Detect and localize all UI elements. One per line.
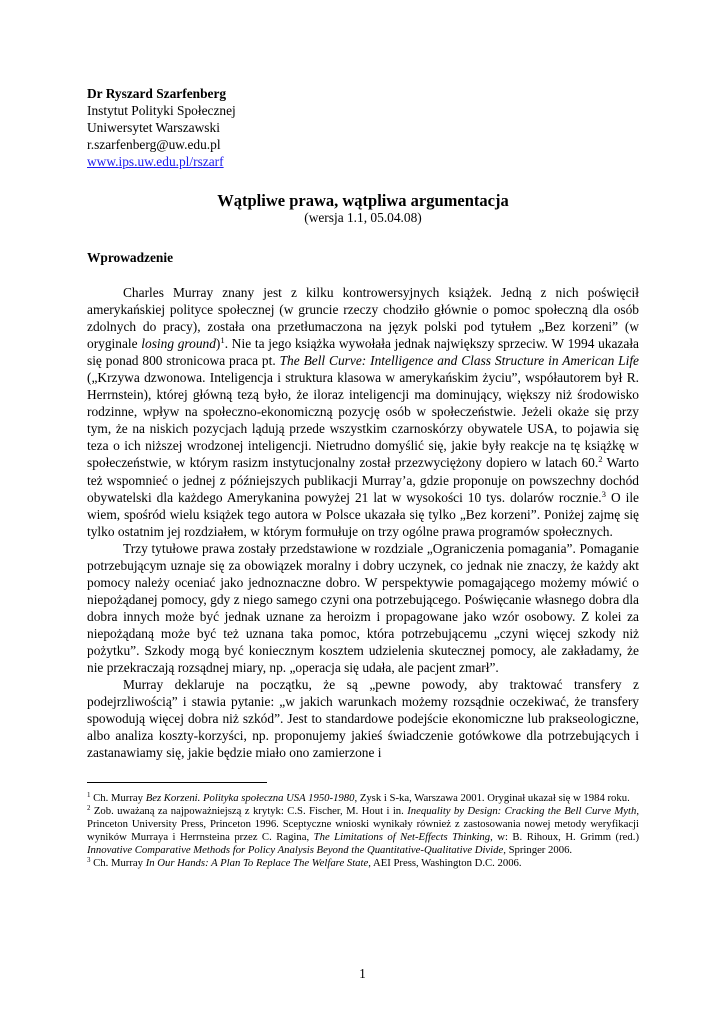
footnote-ref-3: 3: [601, 488, 607, 499]
paragraph-1: Charles Murray znany jest z kilku kontrowersyjnych książek. Jedną z nich poświęcił amerykańskiej polityce społecznej (w gruncie rzeczy chodziło głównie o pomoc społeczną dla osób zdolnych do pracy), została ona przetłumaczona na język polski pod tytułem „Bez korzeni” (w oryginale losing ground)$^1$. Nie ta jego książka wywołała jednak największy sprzeciw. W 1994 ukazała się ponad 800 stronicowa praca pt. The Bell Curve: Intelligence and Class Structure in American Life („Krzywa dzwonowa. Inteligencja i struktura klasowa w amerykańskim życiu”, współautorem był R. Herrnstein), której główną tezą było, że iloraz inteligencji ma dominujący, większy niż środowisko rodzinne, wpływ na społeczno-ekonomiczną pozycję osób w społeczeństwie. Jeżeli okaże się przy tym, że na niskich pozycjach lądują przede wszystkim czarnoskórzy obywatele USA, to pojawia się teza o ich niższej wrodzonej inteligencji. Nietrudno domyślić się, jakie były reakcje na tę książkę w społeczeństwie, w którym rasizm instytucjonalny został przezwyciężony dopiero w latach 60.$^2$ Warto też wspomnieć o jednej z późniejszych publikacji Murray’a, gdzie proponuje on powszechny dochód obywatelski dla każdego Amerykanina powyżej 21 lat w wysokości 10 tys. dolarów rocznie.$^3$ O ile wiem, spośród wielu książek tego autora w Polsce ukazała się tylko „Bez korzeni”. Poniżej zajmę się tylko ostatnim jej rozdziałem, w którym formułuje on trzy ogólne prawa programów społecznych.: [87, 285, 639, 539]
author-university: Uniwersytet Warszawski: [87, 120, 220, 135]
body-text: [87, 284, 639, 761]
footnote-ref-2: 2: [598, 454, 603, 465]
document-version: (wersja 1.1, 05.04.08): [304, 210, 422, 225]
footnote-2: $^2$ Zob. uważaną za najpoważniejszą z krytyk: C.S. Fischer, M. Hout i in. Inequality by Design: Cracking the Bell Curve Myth, Princeton University Press, Princeton 1996. Sceptyczne wnioski wynikały również z zastosowania nowej metody weryfikacji wyników Murraya i Herrnsteina przez C. Ragina, The Limitations of Net-Effects Thinking, w: B. Rihoux, H. Grimm (red.) Innovative Comparative Methods for Policy Analysis Beyond the Quantitative-Qualitative Divide, Springer 2006.: [87, 804, 640, 857]
footnotes: [87, 792, 639, 870]
footnote-1: $^1$ Ch. Murray Bez Korzeni. Polityka społeczna USA 1950-1980, Zysk i S-ka, Warszawa 2001. Oryginał ukazał się w 1984 roku.: [87, 791, 630, 805]
author-name: Dr Ryszard Szarfenberg: [87, 86, 227, 101]
page-number: 1: [359, 966, 366, 981]
document-title: Wątpliwe prawa, wątpliwa argumentacja: [217, 191, 509, 210]
footnote-ref-1: 1: [220, 335, 225, 346]
author-institute: Instytut Polityki Społecznej: [87, 103, 236, 118]
document-page: [87, 85, 639, 870]
paragraph-3: Murray deklaruje na początku, że są „pewne powody, aby traktować transfery z podejrzliwością” i stawia pytanie: „w jakich warunkach możemy rozsądnie oczekiwać, że transfery spowodują więcej dobra niż szkód”. Jest to standardowe podejście ekonomiczne lub prakseologiczne, albo analiza koszty-korzyści, np. proponujemy jakieś świadczenie gotówkowe dla potrzebujących i zastanawiamy się, jakie będzie miało ono zamierzone i: [87, 677, 639, 761]
footnote-separator: [87, 782, 267, 783]
author-block: [87, 85, 639, 170]
author-website-link[interactable]: www.ips.uw.edu.pl/rszarf: [87, 154, 224, 169]
footnote-3: $^3$ Ch. Murray In Our Hands: A Plan To Replace The Welfare State, AEI Press, Washington D.C. 2006.: [87, 856, 522, 870]
paragraph-2: Trzy tytułowe prawa zostały przedstawione w rozdziale „Ograniczenia pomagania”. Pomaganie potrzebującym uznaje się za obowiązek moralny i dobry uczynek, co jednak nie znaczy, że każdy akt pomocy należy oceniać jako jednoznaczne dobro. W perspektywie pomagającego możemy mówić o niepożądanej pomocy, gdy z niego samego czyni ona potrzebującego. Poświęcanie własnego dobra dla dobra innych może być jednak uznane za heroizm i propagowane jako wzór osobowy. Z kolei za niepożądaną może być też uznana taka pomoc, która potrzebującemu „czyni więcej szkody niż pożytku”. Szkody mogą być koniecznym kosztem udzielenia skutecznej pomocy, ale zakładamy, że nie przekraczają rozsądnej miary, np. „operacja się udała, ale pacjent zmarł”.: [87, 540, 639, 676]
author-email: r.szarfenberg@uw.edu.pl: [87, 137, 221, 152]
section-heading: Wprowadzenie: [87, 250, 174, 265]
